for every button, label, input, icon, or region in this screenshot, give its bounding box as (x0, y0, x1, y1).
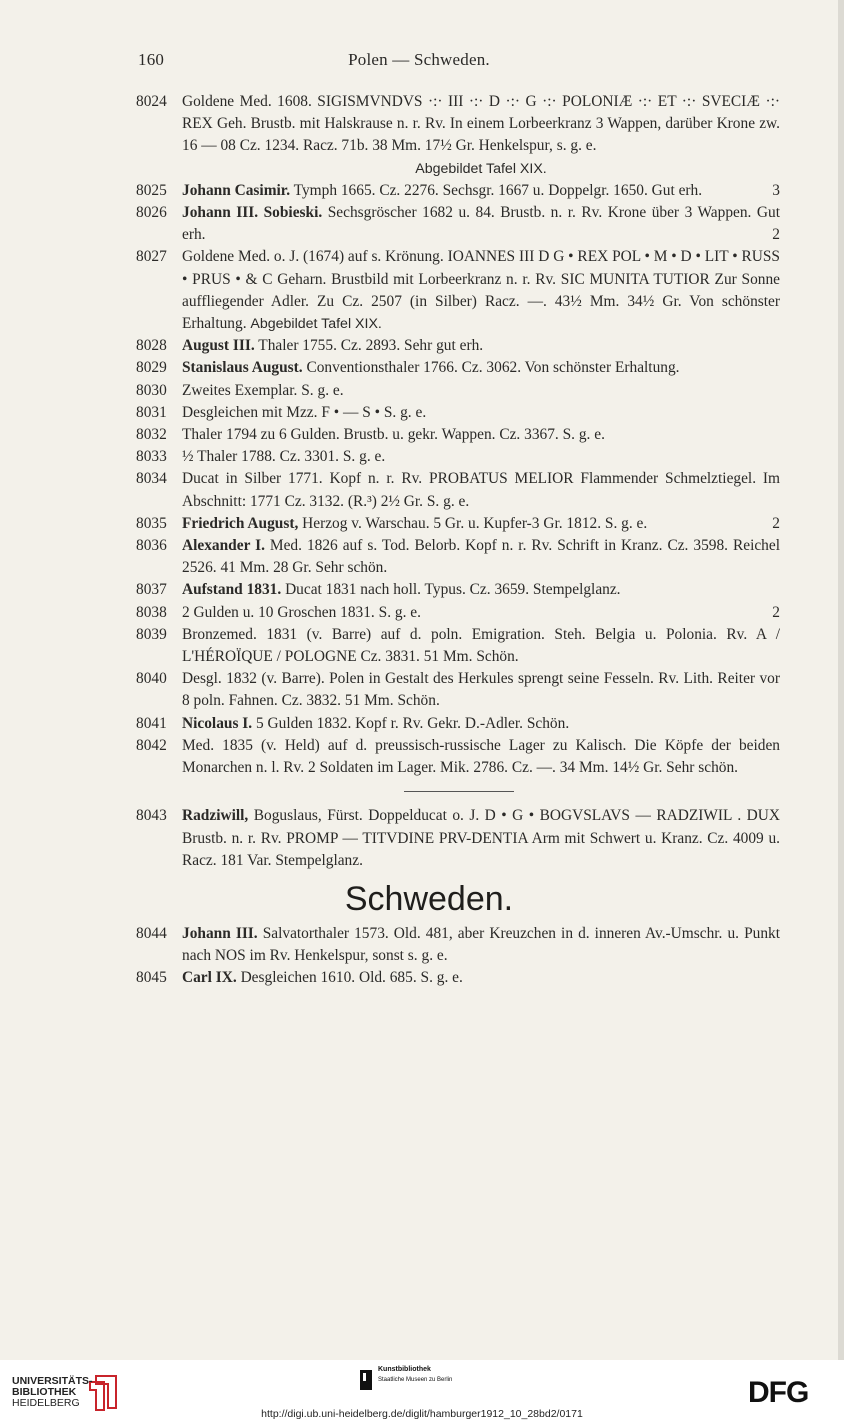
lot-description (182, 402, 780, 424)
lot-description (182, 180, 780, 202)
lot-text: Zweites Exemplar. S. g. e. (182, 381, 344, 399)
lot-ruler-name: Carl IX. (182, 969, 237, 987)
lot-description (182, 468, 780, 512)
lot-text: Thaler 1794 zu 6 Gulden. Brustb. u. gekr. Wappen. Cz. 3367. S. g. e. (182, 426, 605, 444)
lot-entry (0, 380, 838, 402)
lot-text: Med. 1826 auf s. Tod. Belorb. Kopf n. r. Rv. Schrift in Kranz. Cz. 3598. Reichel 2526. 41 Mm. 28 Gr. Sehr schön. (182, 537, 780, 577)
lot-text: Sechsgröscher 1682 u. 84. Brustb. n. r. Rv. Krone über 3 Wappen. Gut erh. (182, 204, 780, 244)
lot-description (182, 713, 780, 735)
plate-reference: Abgebildet Tafel XIX. (250, 316, 382, 333)
entries-schweden (0, 923, 838, 990)
section-heading-schweden: Schweden. (344, 879, 514, 918)
lot-description (182, 446, 780, 468)
lot-description (182, 91, 780, 180)
lot-text: Ducat in Silber 1771. Kopf n. r. Rv. PROBATUS MELIOR Flammender Schmelztiegel. Im Abschnitt: 1771 Cz. 3132. (R.³) 2½ Gr. S. g. e. (182, 470, 780, 510)
lot-entry (0, 357, 838, 379)
kunstbibliothek-name: Kunstbibliothek (378, 1366, 431, 1373)
running-title: Polen — Schweden. (348, 50, 490, 69)
lot-number: 8032 (136, 426, 167, 444)
lot-text: Med. 1835 (v. Held) auf d. preussisch-russische Lager zu Kalisch. Die Köpfe der beiden Monarchen n. l. Rv. 2 Soldaten im Lager. Mik. 2786. Cz. —. 34 Mm. 14½ Gr. Sehr schön. (182, 736, 780, 777)
lot-entry (0, 602, 838, 624)
lot-text: Ducat 1831 nach holl. Typus. Cz. 3659. Stempelglanz. (281, 581, 621, 599)
lot-description (182, 246, 780, 335)
lot-entry (0, 805, 838, 872)
uni-text-line2: BIBLIOTHEK (12, 1386, 77, 1398)
lot-text: Tymph 1665. Cz. 2276. Sechsgr. 1667 u. Doppelgr. 1650. Gut erh. (290, 181, 703, 199)
lot-description (182, 380, 780, 402)
lot-entry (0, 579, 838, 601)
lot-number: 8043 (136, 807, 167, 825)
lot-text: Goldene Med. 1608. SIGISMVNDVS ·:· III ·:· D ·:· G ·:· POLONIÆ ·:· ET ·:· SVECIÆ ·:· REX Geh. Brustb. mit Halskrause n. r. Rv. In einem Lorbeerkranz 3 Wappen, darüber Krone zw. 16 — 08 Cz. 1234. Racz. 71b. 38 Mm. 17½ Gr. Henkelspur, s. g. e. (182, 93, 780, 155)
lot-text: 2 Gulden u. 10 Groschen 1831. S. g. e. (182, 603, 421, 621)
lot-number: 8033 (136, 448, 167, 466)
uni-text-line3: HEIDELBERG (12, 1397, 80, 1409)
lot-entry (0, 180, 838, 202)
lot-entry (0, 668, 838, 712)
lot-entry (0, 735, 838, 779)
entries-polen (0, 91, 838, 779)
lot-entry (0, 446, 838, 468)
lot-description (182, 967, 780, 989)
lot-quantity: 2 (772, 226, 780, 244)
lot-entry (0, 967, 838, 989)
entry-list (0, 91, 838, 990)
lot-entry (0, 713, 838, 735)
uni-text-line1: UNIVERSITÄTS- (12, 1375, 93, 1387)
lot-number: 8045 (136, 969, 167, 987)
lot-quantity: 3 (772, 181, 780, 199)
lot-description (182, 805, 780, 872)
lot-quantity: 2 (772, 514, 780, 532)
lot-entry (0, 424, 838, 446)
lot-number: 8026 (136, 204, 167, 222)
lot-entry (0, 468, 838, 512)
page-number: 160 (138, 50, 165, 69)
lot-number: 8024 (136, 93, 167, 110)
lot-ruler-name: Nicolaus I. (182, 714, 253, 732)
lot-number: 8029 (136, 359, 167, 377)
lot-number: 8036 (136, 537, 167, 555)
lot-description (182, 579, 780, 601)
lot-description (182, 202, 780, 246)
lot-ruler-name: Friedrich August, (182, 514, 299, 532)
lot-description (182, 335, 780, 357)
lot-description (182, 535, 780, 579)
lot-ruler-name: Radziwill, (182, 807, 249, 825)
lot-text: Goldene Med. o. J. (1674) auf s. Krönung. IOANNES III D G • REX POL • M • D • LIT • RUSS • PRUS • & C Geharn. Brustbild mit Lorbeerkranz n. r. Rv. SIC MUNITA TUTIOR Zur Sonne auffliegender Adler. Zu Cz. 2507 (in Silber) Racz. —. 43½ Mm. 34½ Gr. Von schönster Erhaltung. (182, 248, 780, 333)
kunstbibliothek-logo-icon[interactable] (358, 1368, 374, 1392)
lot-number: 8028 (136, 337, 167, 355)
lot-number: 8037 (136, 581, 167, 599)
lot-text: Boguslaus, Fürst. Doppelducat o. J. D • G • BOGVSLAVS — RADZIWIL . DUX Brustb. n. r. Rv. PROMP — TITVDINE PRV-DENTIA Arm mit Schwert u. Kranz. Cz. 4009 u. Racz. 181 Var. Stempelglanz. (182, 807, 780, 869)
lot-quantity: 2 (772, 603, 780, 621)
lot-number: 8035 (136, 514, 167, 532)
lot-text: Thaler 1755. Cz. 2893. Sehr gut erh. (254, 337, 484, 355)
lot-description (182, 735, 780, 779)
lot-number: 8031 (136, 403, 167, 421)
lot-ruler-name: Johann Casimir. (182, 181, 291, 199)
permalink-url[interactable]: http://digi.ub.uni-heidelberg.de/diglit/hamburger1912_10_28bd2/0171 (261, 1408, 583, 1420)
dfg-logo[interactable]: DFG (748, 1376, 809, 1409)
lot-number: 8040 (136, 670, 167, 688)
lot-text: 5 Gulden 1832. Kopf r. Rv. Gekr. D.-Adler. Schön. (252, 714, 570, 732)
lot-text: Bronzemed. 1831 (v. Barre) auf d. poln. Emigration. Steh. Belgia u. Polonia. Rv. A / L'HÉROÏQUE / POLOGNE Cz. 3831. 51 Mm. Schön. (182, 625, 780, 666)
lot-number: 8034 (136, 470, 167, 488)
lot-entry (0, 246, 838, 335)
page-edge (838, 0, 844, 1360)
lot-description (182, 513, 780, 535)
lot-number: 8041 (136, 714, 167, 732)
lot-number: 8044 (136, 924, 167, 942)
lot-ruler-name: Johann III. Sobieski. (182, 204, 323, 222)
lot-ruler-name: August III. (182, 337, 255, 355)
lot-text: Salvatorthaler 1573. Old. 481, aber Kreuzchen in d. inneren Av.-Umschr. u. Punkt nach NOS im Rv. Henkelspur, sonst s. g. e. (182, 924, 780, 965)
lot-description (182, 624, 780, 668)
lot-text: ½ Thaler 1788. Cz. 3301. S. g. e. (182, 448, 386, 466)
lot-description (182, 424, 780, 446)
lot-number: 8027 (136, 248, 167, 266)
lot-entry (0, 624, 838, 668)
lot-description (182, 357, 780, 379)
lot-entry (0, 202, 838, 246)
lot-text: Desgleichen mit Mzz. F • — S • S. g. e. (182, 403, 427, 421)
lot-number: 8038 (136, 603, 167, 621)
lot-entry (0, 402, 838, 424)
lot-description (182, 668, 780, 712)
lot-number: 8030 (136, 381, 167, 399)
lot-entry (0, 513, 838, 535)
separator-rule (404, 791, 514, 792)
lot-description (182, 602, 780, 624)
lot-text: Desgleichen 1610. Old. 685. S. g. e. (236, 969, 463, 987)
lot-number: 8039 (136, 625, 167, 643)
lot-entry (0, 535, 838, 579)
lot-text: Desgl. 1832 (v. Barre). Polen in Gestalt des Herkules sprengt seine Fesseln. Rv. Lith. Reiter vor 8 poln. Fahnen. Cz. 3832. 51 Mm. Schön. (182, 670, 780, 710)
lot-entry (0, 91, 838, 180)
lot-text: Conventionsthaler 1766. Cz. 3062. Von schönster Erhaltung. (302, 359, 680, 377)
lot-ruler-name: Alexander I. (182, 537, 265, 555)
lot-number: 8025 (136, 181, 167, 199)
kunstbibliothek-subtitle: Staatliche Museen zu Berlin (378, 1377, 453, 1383)
lot-ruler-name: Aufstand 1831. (182, 581, 282, 599)
lot-entry (0, 335, 838, 357)
lot-text: Herzog v. Warschau. 5 Gr. u. Kupfer-3 Gr. 1812. S. g. e. (298, 514, 648, 532)
lot-ruler-name: Stanislaus August. (182, 359, 303, 377)
lot-entry (0, 923, 838, 967)
entries-radziwill (0, 805, 838, 872)
lot-ruler-name: Johann III. (182, 924, 258, 942)
plate-reference: Abgebildet Tafel XIX. (415, 160, 547, 177)
lot-description (182, 923, 780, 967)
lot-number: 8042 (136, 736, 167, 754)
